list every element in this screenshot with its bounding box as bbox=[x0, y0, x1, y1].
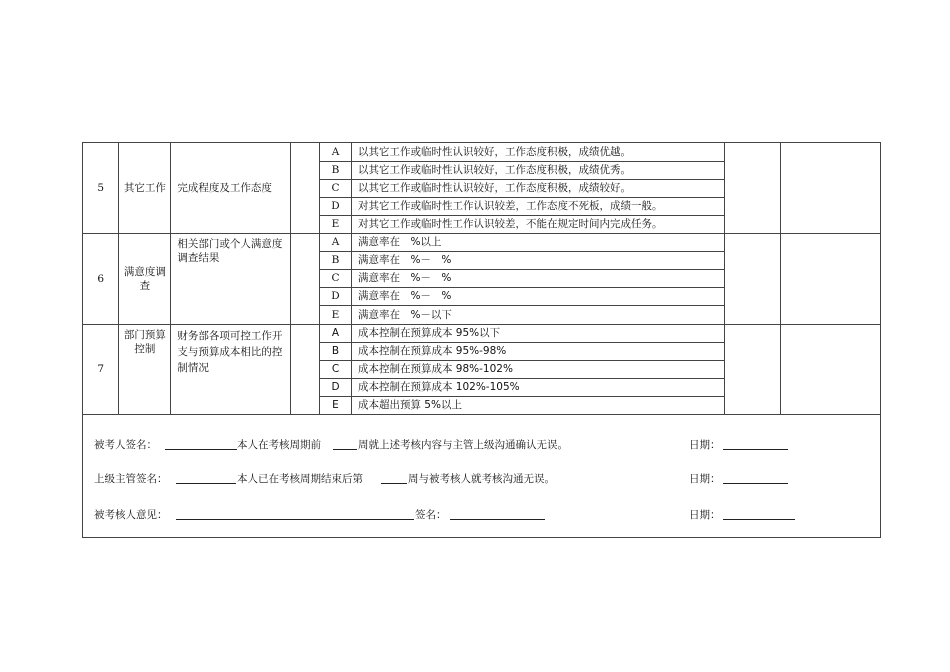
category-cell: 部门预算控制 bbox=[119, 324, 171, 414]
supervisor-date-field[interactable] bbox=[723, 471, 788, 484]
grade-description: 满意率在 %－ % bbox=[351, 269, 724, 287]
grade-description: 对其它工作或临时性工作认识较差，工作态度不死板，成绩一般。 bbox=[351, 197, 724, 215]
row-number: 5 bbox=[83, 143, 119, 233]
grade-letter: C bbox=[320, 179, 352, 197]
employee-signature-label: 被考人签名： bbox=[94, 439, 157, 451]
grade-letter: D bbox=[320, 197, 352, 215]
content-cell: 财务部各项可控工作开支与预算成本相比的控制情况 bbox=[171, 324, 291, 414]
employee-statement-a: 本人在考核周期前 bbox=[237, 439, 321, 451]
evaluation-sheet bbox=[82, 142, 881, 538]
evaluation-table bbox=[83, 143, 880, 415]
grade-letter: B bbox=[320, 251, 352, 269]
category-cell: 其它工作 bbox=[119, 143, 171, 233]
grade-letter: A bbox=[320, 324, 352, 342]
blank-cell bbox=[291, 324, 320, 414]
supervisor-statement-a: 本人已在考核周期结束后第 bbox=[237, 473, 363, 485]
grade-letter: E bbox=[320, 305, 352, 324]
row-number: 6 bbox=[83, 233, 119, 324]
supervisor-signature-label: 上级主管签名： bbox=[94, 473, 168, 485]
grade-description: 成本控制在预算成本 102%-105% bbox=[351, 378, 724, 396]
row-number: 7 bbox=[83, 324, 119, 414]
opinion-label: 被考核人意见： bbox=[94, 509, 168, 521]
grade-description: 以其它工作或临时性认识较好，工作态度积极，成绩优秀。 bbox=[351, 161, 724, 179]
grade-description: 对其它工作或临时性工作认识较差，不能在规定时间内完成任务。 bbox=[351, 215, 724, 233]
category-cell: 满意度调查 bbox=[119, 233, 171, 324]
content-cell: 相关部门或个人满意度调查结果 bbox=[171, 233, 291, 324]
employee-statement-b: 周就上述考核内容与主管上级沟通确认无误。 bbox=[358, 439, 568, 451]
blank-cell bbox=[291, 143, 320, 233]
week-number-field[interactable] bbox=[381, 471, 407, 484]
grade-description: 满意率在 %－以下 bbox=[351, 305, 724, 324]
remark-cell bbox=[780, 233, 880, 324]
signature-line-supervisor bbox=[83, 471, 880, 491]
signature-line-employee bbox=[83, 437, 880, 457]
grade-description: 成本控制在预算成本 95%以下 bbox=[351, 324, 724, 342]
grade-letter: B bbox=[320, 342, 352, 360]
week-number-field[interactable] bbox=[333, 437, 357, 450]
grade-letter: D bbox=[320, 287, 352, 305]
employee-date-field[interactable] bbox=[723, 437, 788, 450]
table-row-5 bbox=[83, 143, 880, 161]
grade-description: 满意率在 %－ % bbox=[351, 251, 724, 269]
grade-description: 以其它工作或临时性认识较好，工作态度积极，成绩较好。 bbox=[351, 179, 724, 197]
opinion-signature-field[interactable] bbox=[450, 507, 545, 520]
score-cell bbox=[724, 233, 780, 324]
grade-description: 成本控制在预算成本 98%-102% bbox=[351, 360, 724, 378]
grade-description: 成本超出预算 5%以上 bbox=[351, 396, 724, 414]
grade-letter: A bbox=[320, 143, 352, 161]
remark-cell bbox=[780, 143, 880, 233]
grade-letter: C bbox=[320, 269, 352, 287]
employee-date-label: 日期： bbox=[689, 439, 721, 451]
table-row-7 bbox=[83, 324, 880, 342]
score-cell bbox=[724, 143, 780, 233]
content-cell: 完成程度及工作态度 bbox=[171, 143, 291, 233]
grade-letter: C bbox=[320, 360, 352, 378]
table-row-6 bbox=[83, 233, 880, 251]
remark-cell bbox=[780, 324, 880, 414]
supervisor-signature-field[interactable] bbox=[176, 471, 236, 484]
grade-description: 满意率在 %－ % bbox=[351, 287, 724, 305]
supervisor-statement-b: 周与被考核人就考核沟通无误。 bbox=[408, 473, 555, 485]
grade-letter: D bbox=[320, 378, 352, 396]
blank-cell bbox=[291, 233, 320, 324]
score-cell bbox=[724, 324, 780, 414]
grade-letter: B bbox=[320, 161, 352, 179]
grade-description: 满意率在 %以上 bbox=[351, 233, 724, 251]
grade-letter: E bbox=[320, 215, 352, 233]
employee-signature-field[interactable] bbox=[165, 437, 237, 450]
grade-description: 成本控制在预算成本 95%-98% bbox=[351, 342, 724, 360]
opinion-date-field[interactable] bbox=[723, 507, 795, 520]
grade-letter: E bbox=[320, 396, 352, 414]
grade-letter: A bbox=[320, 233, 352, 251]
opinion-date-label: 日期： bbox=[689, 509, 721, 521]
supervisor-date-label: 日期： bbox=[689, 473, 721, 485]
grade-description: 以其它工作或临时性认识较好，工作态度积极，成绩优越。 bbox=[351, 143, 724, 161]
opinion-field[interactable] bbox=[176, 507, 414, 520]
signature-line-opinion bbox=[83, 507, 880, 527]
opinion-sign-label: 签名： bbox=[415, 509, 447, 521]
